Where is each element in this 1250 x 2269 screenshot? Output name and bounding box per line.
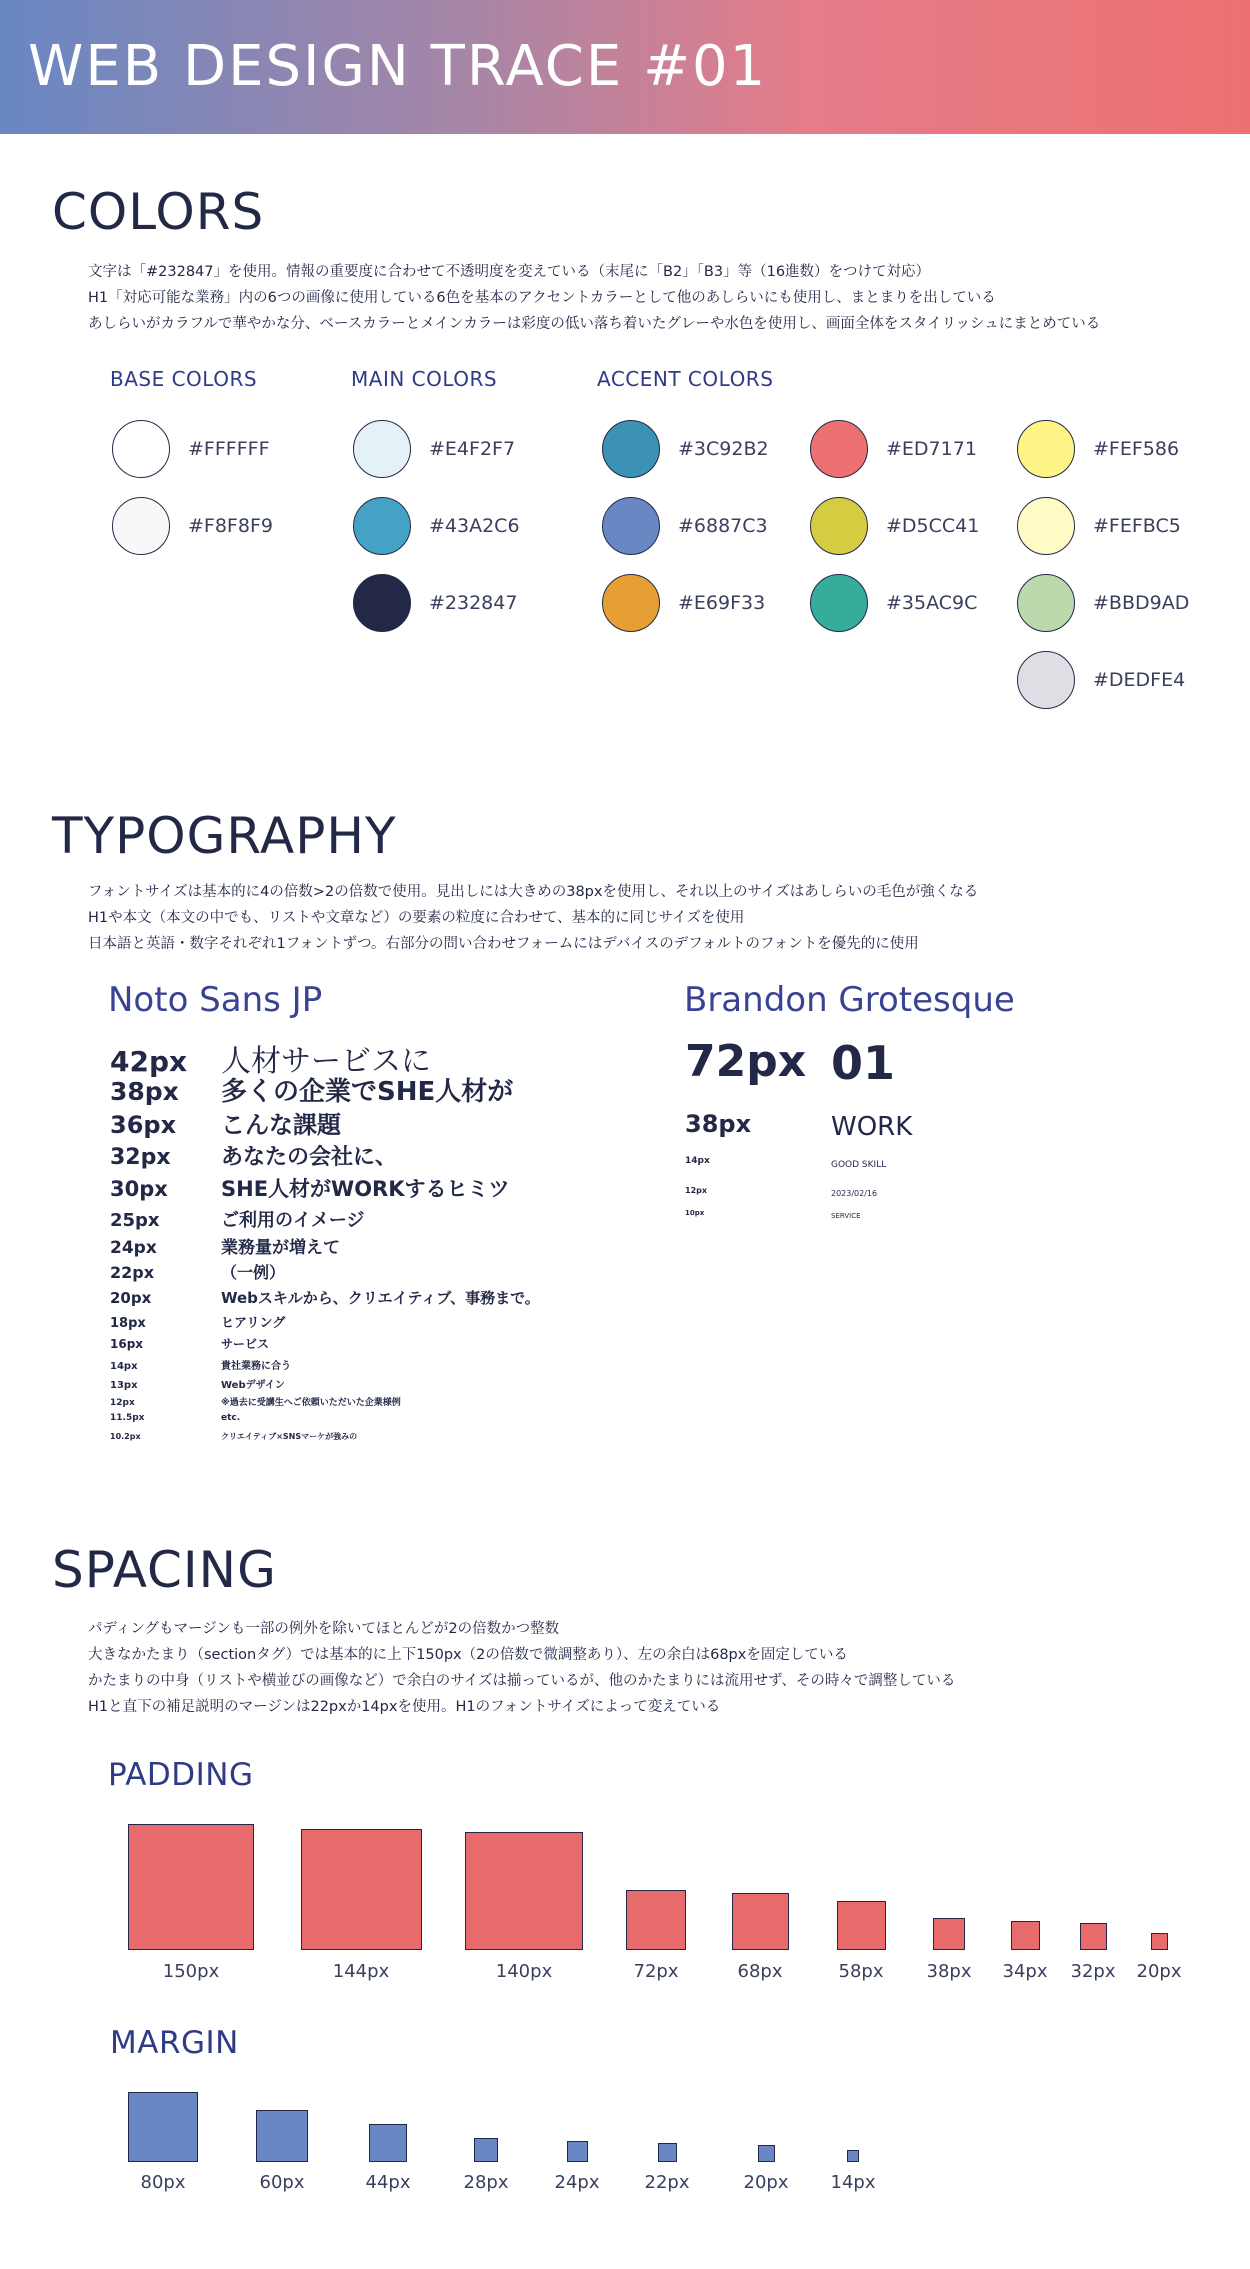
- padding-size-label: 34px: [1002, 1961, 1048, 1982]
- margin-size-label: 20px: [743, 2172, 789, 2193]
- type-size-label: 12px: [110, 1398, 135, 1408]
- spacing-description-line: パディングもマージンも一部の例外を除いてほとんどが2の倍数かつ整数: [88, 1621, 560, 1637]
- noto-type-row: [110, 1287, 540, 1308]
- padding-size-label: 38px: [926, 1961, 972, 1982]
- typography-description-line: フォントサイズは基本的に4の倍数>2の倍数で使用。見出しには大きめの38pxを使用し、それ以上のサイズはあしらいの毛色が強くなる: [88, 884, 979, 900]
- base-colors-label: BASE COLORS: [110, 367, 258, 391]
- page-header: [0, 0, 1250, 134]
- type-size-label: 30px: [110, 1177, 168, 1201]
- color-circle: [810, 420, 868, 478]
- noto-type-row: [110, 1357, 291, 1372]
- color-circle: [602, 574, 660, 632]
- color-swatch: [1017, 574, 1189, 632]
- color-hex-label: #232847: [429, 592, 518, 614]
- type-sample-text: SHE人材がWORKするヒミツ: [221, 1177, 510, 1201]
- color-hex-label: #BBD9AD: [1093, 592, 1190, 614]
- type-sample-text: （一例）: [221, 1263, 286, 1282]
- color-circle: [810, 574, 868, 632]
- type-size-label: 32px: [110, 1145, 171, 1170]
- brandon-sample-text: WORK: [831, 1112, 913, 1142]
- padding-sample-box: [1011, 1921, 1040, 1950]
- type-sample-text: Webスキルから、クリエイティブ、事務まで。: [221, 1289, 540, 1307]
- type-size-label: 13px: [110, 1380, 138, 1391]
- color-hex-label: #DEDFE4: [1093, 669, 1186, 691]
- color-hex-label: #E69F33: [678, 592, 766, 614]
- type-size-label: 38px: [110, 1077, 179, 1106]
- color-circle: [602, 497, 660, 555]
- type-sample-text: クリエイティブ×SNSマーケが強みの: [221, 1432, 358, 1441]
- typography-description-line: 日本語と英語・数字それぞれ1フォントずつ。右部分の問い合わせフォームにはデバイスのデフォルトのフォントを優先的に使用: [88, 936, 919, 952]
- padding-sample-box: [301, 1829, 422, 1950]
- padding-sample-box: [626, 1890, 686, 1950]
- color-swatch: [1017, 420, 1179, 478]
- brandon-sample-text: 01: [831, 1036, 896, 1090]
- noto-type-row: [110, 1395, 401, 1408]
- color-swatch: [602, 420, 769, 478]
- brandon-sample-text: GOOD SKILL: [831, 1160, 887, 1170]
- color-hex-label: #35AC9C: [886, 592, 978, 614]
- type-size-label: 11.5px: [110, 1413, 145, 1423]
- padding-size-label: 20px: [1136, 1961, 1182, 1982]
- colors-description: [88, 259, 1100, 337]
- brandon-size-label: 12px: [685, 1186, 708, 1195]
- accent-colors-label: ACCENT COLORS: [597, 367, 774, 391]
- spacing-description-line: 大きなかたまり（sectionタグ）では基本的に上下150px（2の倍数で微調整あり）、左の余白は68pxを固定している: [88, 1647, 848, 1663]
- color-hex-label: #43A2C6: [429, 515, 520, 537]
- margin-size-label: 14px: [830, 2172, 876, 2193]
- margin-size-label: 80px: [140, 2172, 186, 2193]
- color-circle: [1017, 574, 1075, 632]
- color-swatch: [112, 497, 273, 555]
- noto-font-name: Noto Sans JP: [108, 980, 323, 1020]
- margin-size-label: 28px: [463, 2172, 509, 2193]
- brandon-size-label: 38px: [685, 1110, 752, 1138]
- color-circle: [112, 497, 170, 555]
- noto-type-row: [110, 1413, 240, 1423]
- type-size-label: 10.2px: [110, 1432, 141, 1441]
- main-colors-label: MAIN COLORS: [351, 367, 498, 391]
- type-sample-text: ヒアリング: [221, 1316, 286, 1331]
- padding-size-label: 58px: [838, 1961, 884, 1982]
- padding-size-label: 140px: [495, 1961, 553, 1982]
- noto-type-row: [110, 1335, 269, 1352]
- color-swatch: [602, 497, 768, 555]
- type-sample-text: 多くの企業でSHE人材が: [221, 1077, 514, 1107]
- type-sample-text: 人材サービスに: [221, 1044, 431, 1079]
- margin-sample-box: [369, 2124, 407, 2162]
- colors-description-line: H1「対応可能な業務」内の6つの画像に使用している6色を基本のアクセントカラーとして他のあしらいにも使用し、まとまりを出している: [88, 290, 996, 306]
- typography-description-line: H1や本文（本文の中でも、リストや文章など）の要素の粒度に合わせて、基本的に同じサイズを使用: [88, 910, 745, 926]
- padding-label: PADDING: [108, 1757, 254, 1793]
- color-circle: [1017, 651, 1075, 709]
- type-size-label: 24px: [110, 1238, 157, 1258]
- brandon-font-name: Brandon Grotesque: [684, 980, 1015, 1020]
- type-sample-text: サービス: [221, 1337, 270, 1351]
- color-hex-label: #E4F2F7: [429, 438, 516, 460]
- margin-sample-box: [256, 2110, 308, 2162]
- color-hex-label: #6887C3: [678, 515, 768, 537]
- type-size-label: 18px: [110, 1316, 146, 1331]
- margin-size-label: 44px: [365, 2172, 411, 2193]
- padding-size-label: 32px: [1070, 1961, 1116, 1982]
- noto-type-row: [110, 1260, 285, 1283]
- noto-type-row: [110, 1431, 357, 1442]
- type-sample-text: Webデザイン: [221, 1380, 285, 1391]
- padding-sample-box: [837, 1901, 886, 1950]
- color-hex-label: #FEFBC5: [1093, 515, 1181, 537]
- brandon-size-label: 72px: [685, 1036, 807, 1087]
- color-swatch: [1017, 497, 1181, 555]
- brandon-size-label: 10px: [685, 1209, 705, 1217]
- brandon-sample-text: SERVICE: [831, 1212, 861, 1220]
- color-hex-label: #3C92B2: [678, 438, 769, 460]
- colors-description-line: あしらいがカラフルで華やかな分、ベースカラーとメインカラーは彩度の低い落ち着いたグレーや水色を使用し、画面全体をスタイリッシュにまとめている: [88, 316, 1101, 332]
- color-circle: [602, 420, 660, 478]
- type-size-label: 14px: [110, 1361, 138, 1372]
- type-size-label: 36px: [110, 1111, 177, 1139]
- type-sample-text: あなたの会社に、: [221, 1145, 398, 1170]
- noto-type-row: [110, 1206, 364, 1232]
- color-hex-label: #F8F8F9: [188, 515, 273, 537]
- padding-sample-box: [933, 1918, 965, 1950]
- margin-sample-box: [758, 2145, 775, 2162]
- color-swatch: [810, 497, 979, 555]
- type-size-label: 25px: [110, 1210, 160, 1231]
- color-hex-label: #D5CC41: [886, 515, 980, 537]
- padding-size-label: 150px: [162, 1961, 220, 1982]
- padding-sample-box: [128, 1824, 254, 1950]
- type-size-label: 16px: [110, 1337, 144, 1351]
- colors-description-line: 文字は「#232847」を使用。情報の重要度に合わせて不透明度を変えている（末尾に「B2」「B3」等（16進数）をつけて対応）: [88, 264, 931, 280]
- spacing-description-line: H1と直下の補足説明のマージンは22pxか14pxを使用。H1のフォントサイズによって変えている: [88, 1699, 721, 1715]
- type-sample-text: etc.: [221, 1413, 241, 1423]
- type-size-label: 20px: [110, 1289, 152, 1307]
- color-hex-label: #FEF586: [1093, 438, 1180, 460]
- type-sample-text: ※過去に受講生へご依頼いただいた企業様例: [221, 1398, 401, 1408]
- color-swatch: [353, 497, 520, 555]
- brandon-sample-text: 2023/02/16: [831, 1189, 878, 1198]
- noto-type-row: [110, 1173, 510, 1203]
- color-circle: [810, 497, 868, 555]
- padding-size-label: 144px: [332, 1961, 390, 1982]
- spacing-description-line: かたまりの中身（リストや横並びの画像など）で余白のサイズは揃っているが、他のかたまりには流用せず、その時々で調整している: [88, 1673, 956, 1689]
- color-swatch: [602, 574, 765, 632]
- noto-type-row: [110, 1233, 340, 1258]
- margin-size-label: 60px: [259, 2172, 305, 2193]
- type-sample-text: 貴社業務に合う: [221, 1361, 291, 1372]
- spacing-heading: SPACING: [52, 1541, 277, 1599]
- color-circle: [1017, 497, 1075, 555]
- color-circle: [1017, 420, 1075, 478]
- color-swatch: [810, 574, 977, 632]
- color-circle: [353, 497, 411, 555]
- margin-sample-box: [847, 2150, 859, 2162]
- padding-sample-box: [1080, 1923, 1107, 1950]
- color-circle: [112, 420, 170, 478]
- color-swatch: [353, 574, 517, 632]
- color-swatch: [353, 420, 515, 478]
- noto-type-row: [110, 1140, 397, 1171]
- color-hex-label: #ED7171: [886, 438, 977, 460]
- color-hex-label: #FFFFFF: [188, 438, 270, 460]
- margin-label: MARGIN: [110, 2025, 239, 2061]
- type-sample-text: こんな課題: [221, 1111, 341, 1139]
- padding-sample-box: [732, 1893, 789, 1950]
- noto-type-row: [110, 1376, 285, 1391]
- padding-sample-box: [465, 1832, 583, 1950]
- margin-size-label: 24px: [554, 2172, 600, 2193]
- page-title: WEB DESIGN TRACE #01: [28, 34, 768, 99]
- margin-sample-box: [567, 2141, 588, 2162]
- margin-sample-box: [474, 2138, 498, 2162]
- margin-sample-box: [128, 2092, 198, 2162]
- noto-type-row: [110, 1071, 513, 1108]
- typography-description: [88, 879, 978, 957]
- type-size-label: 42px: [110, 1045, 188, 1078]
- padding-size-label: 72px: [633, 1961, 679, 1982]
- spacing-description: [88, 1616, 955, 1720]
- margin-size-label: 22px: [644, 2172, 690, 2193]
- noto-type-row: [110, 1312, 285, 1331]
- color-swatch: [810, 420, 977, 478]
- type-size-label: 22px: [110, 1263, 155, 1282]
- color-swatch: [112, 420, 270, 478]
- padding-sample-box: [1151, 1933, 1168, 1950]
- brandon-size-label: 14px: [685, 1156, 710, 1166]
- padding-size-label: 68px: [737, 1961, 783, 1982]
- color-circle: [353, 420, 411, 478]
- margin-sample-box: [658, 2143, 677, 2162]
- color-circle: [353, 574, 411, 632]
- noto-type-row: [110, 1105, 341, 1140]
- colors-heading: COLORS: [52, 183, 265, 241]
- color-swatch: [1017, 651, 1185, 709]
- typography-heading: TYPOGRAPHY: [52, 807, 397, 865]
- type-sample-text: 業務量が増えて: [221, 1238, 340, 1258]
- type-sample-text: ご利用のイメージ: [221, 1210, 365, 1231]
